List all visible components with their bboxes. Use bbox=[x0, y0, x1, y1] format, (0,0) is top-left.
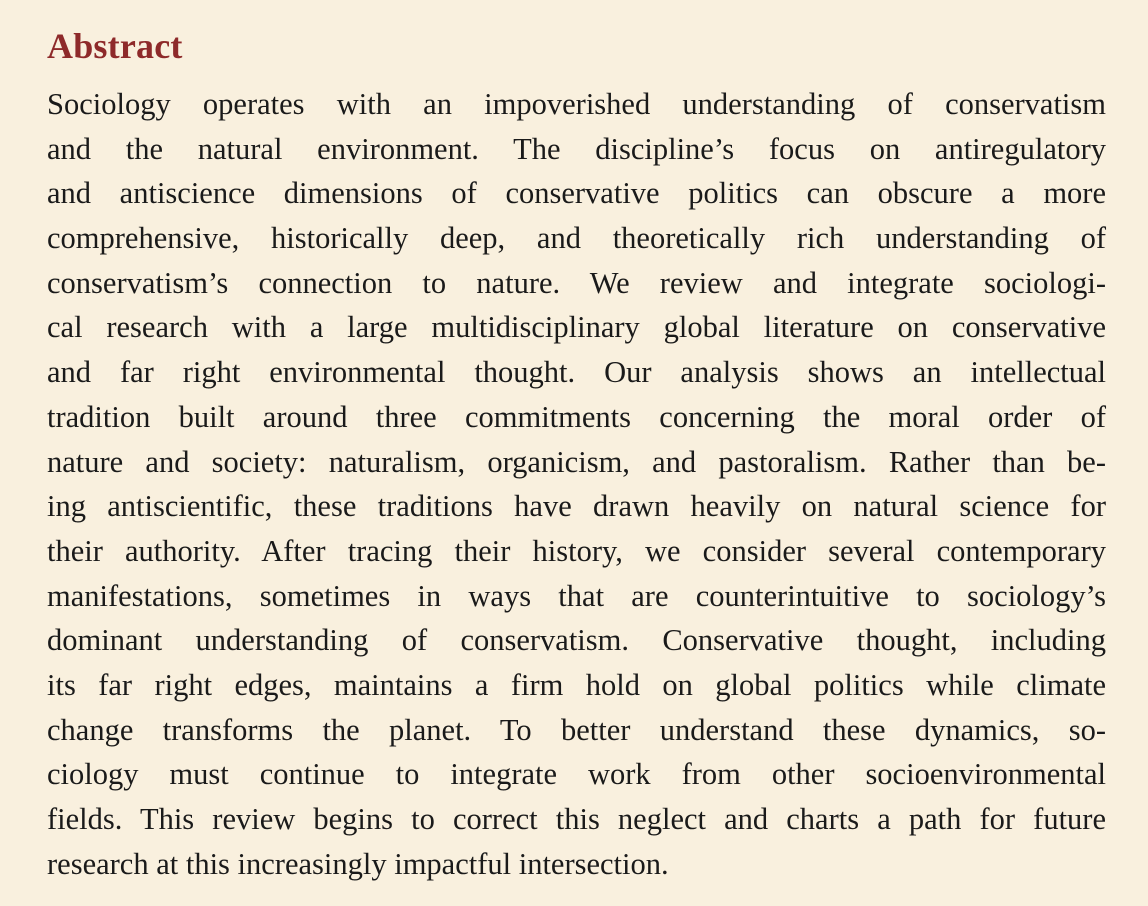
abstract-line: dominant understanding of conservatism. Conservative thought, including bbox=[47, 623, 1106, 658]
abstract-line: change transforms the planet. To better understand these dynamics, so- bbox=[47, 712, 1106, 747]
abstract-heading: Abstract bbox=[47, 26, 183, 66]
abstract-line: its far right edges, maintains a firm hold on global politics while climate bbox=[47, 667, 1106, 702]
abstract-line: and far right environmental thought. Our analysis shows an intellectual bbox=[47, 355, 1106, 390]
abstract-line: cal research with a large multidisciplinary global literature on conservative bbox=[47, 310, 1106, 345]
abstract-line: ciology must continue to integrate work from other socioenvironmental bbox=[47, 757, 1106, 792]
abstract-line: comprehensive, historically deep, and theoretically rich understanding of bbox=[47, 221, 1106, 256]
abstract-line: tradition built around three commitments concerning the moral order of bbox=[47, 399, 1106, 434]
abstract-body bbox=[47, 82, 1106, 886]
abstract-line: their authority. After tracing their history, we consider several contemporary bbox=[47, 533, 1106, 568]
abstract-line: Sociology operates with an impoverished understanding of conservatism bbox=[47, 87, 1106, 121]
abstract-line: fields. This review begins to correct this neglect and charts a path for future bbox=[47, 802, 1106, 836]
abstract-line: and antiscience dimensions of conservative politics can obscure a more bbox=[47, 176, 1106, 211]
abstract-line: conservatism’s connection to nature. We review and integrate sociologi- bbox=[47, 265, 1106, 300]
abstract-line: and the natural environment. The discipline’s focus on antiregulatory bbox=[47, 131, 1106, 166]
abstract-line: manifestations, sometimes in ways that are counterintuitive to sociology’s bbox=[47, 578, 1106, 613]
abstract-line: nature and society: naturalism, organicism, and pastoralism. Rather than be- bbox=[47, 444, 1106, 479]
abstract-line: ing antiscientific, these traditions have drawn heavily on natural science for bbox=[47, 489, 1106, 524]
abstract-line: research at this increasingly impactful intersection. bbox=[47, 846, 669, 881]
